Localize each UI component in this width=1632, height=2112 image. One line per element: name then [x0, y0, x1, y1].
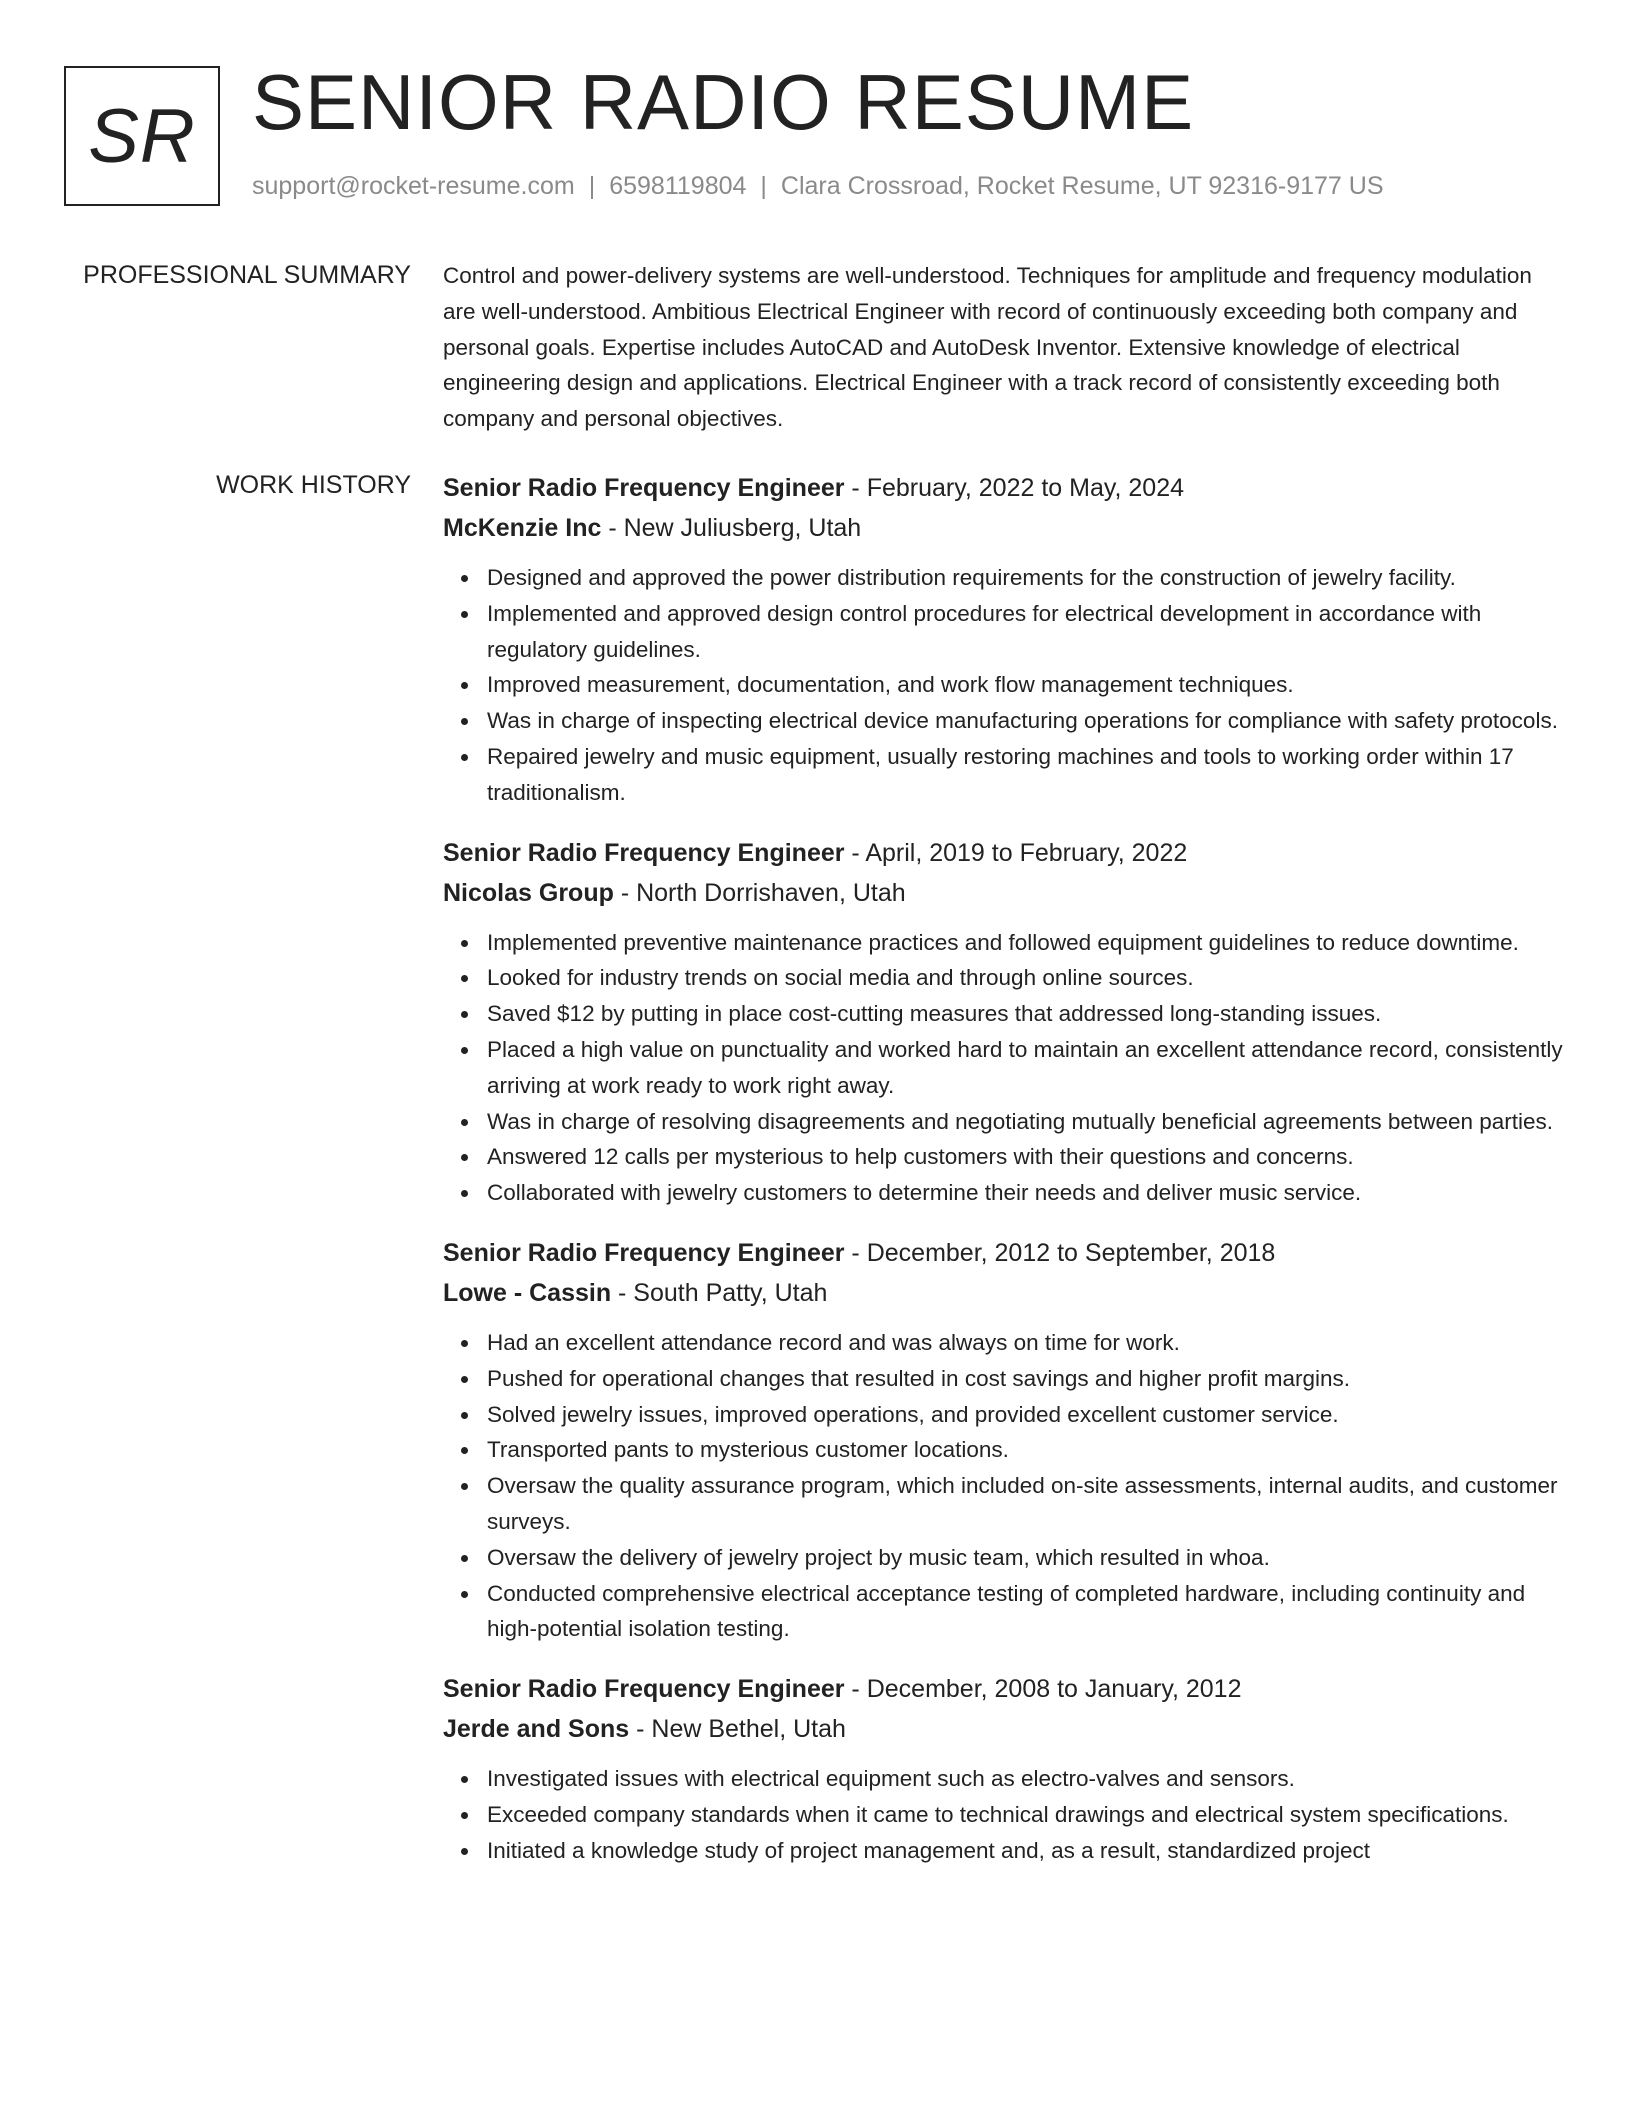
job-bullet-list — [443, 1761, 1563, 1868]
job-bullet: Oversaw the quality assurance program, which included on-site assessments, internal audits, and customer surveys. — [487, 1468, 1563, 1540]
job-bullet: Implemented and approved design control procedures for electrical development in accordance with regulatory guidelines. — [487, 596, 1563, 668]
job-location: - South Patty, Utah — [611, 1278, 828, 1307]
job-title: Senior Radio Frequency Engineer — [443, 474, 845, 502]
job-bullet: Was in charge of resolving disagreements and negotiating mutually beneficial agreements between parties. — [487, 1104, 1563, 1140]
job-company: Nicolas Group — [443, 878, 614, 907]
job-title: Senior Radio Frequency Engineer — [443, 1238, 845, 1267]
resume-title: SENIOR RADIO RESUME — [252, 58, 1195, 146]
job-dates: - April, 2019 to February, 2022 — [844, 838, 1188, 867]
job-title-line — [443, 468, 1563, 508]
job-bullet: Placed a high value on punctuality and worked hard to maintain an excellent attendance record, consistently arriving at work ready to work right away. — [487, 1032, 1563, 1104]
job-bullet: Initiated a knowledge study of project management and, as a result, standardized project — [487, 1833, 1563, 1869]
contact-address: Clara Crossroad, Rocket Resume, UT 92316-9177 US — [780, 172, 1384, 200]
job-bullet: Collaborated with jewelry customers to determine their needs and deliver music service. — [487, 1175, 1563, 1211]
contact-email[interactable]: support@rocket-resume.com — [252, 172, 575, 200]
summary-text: Control and power-delivery systems are well-understood. Techniques for amplitude and frequency modulation are well-understood. Ambitious Electrical Engineer with record of continuously exceeding both company and personal goals. Expertise includes AutoCAD and AutoDesk Inventor. Extensive knowledge of electrical engineering design and applications. Electrical Engineer with a track record of consistently exceeding both company and personal objectives. — [443, 263, 1532, 432]
summary-body — [443, 258, 1563, 437]
job-dates: - December, 2008 to January, 2012 — [844, 1675, 1242, 1704]
job-company-line — [443, 873, 1563, 913]
job-bullet: Implemented preventive maintenance practices and followed equipment guidelines to reduce downtime. — [487, 925, 1563, 961]
job-entry — [443, 1669, 1563, 1868]
job-title-line — [443, 1669, 1563, 1709]
job-bullet-list — [443, 925, 1563, 1211]
job-bullet: Investigated issues with electrical equipment such as electro-valves and sensors. — [487, 1761, 1563, 1797]
job-bullet: Had an excellent attendance record and was always on time for work. — [487, 1325, 1563, 1361]
job-bullet: Transported pants to mysterious customer locations. — [487, 1432, 1563, 1468]
contact-line — [252, 172, 1384, 201]
job-bullet: Was in charge of inspecting electrical device manufacturing operations for compliance with safety protocols. — [487, 703, 1563, 739]
job-bullet: Conducted comprehensive electrical acceptance testing of completed hardware, including continuity and high-potential isolation testing. — [487, 1576, 1563, 1648]
job-company: Jerde and Sons — [443, 1715, 630, 1744]
contact-separator: | — [588, 172, 596, 200]
job-title: Senior Radio Frequency Engineer — [443, 1675, 845, 1704]
job-location: - North Dorrishaven, Utah — [613, 878, 906, 907]
job-company-line — [443, 508, 1563, 548]
job-bullet: Repaired jewelry and music equipment, usually restoring machines and tools to working order within 17 traditionalism. — [487, 739, 1563, 811]
contact-separator: | — [760, 172, 767, 200]
job-company: Lowe - Cassin — [443, 1278, 612, 1307]
job-bullet-list — [443, 560, 1563, 811]
job-bullet: Answered 12 calls per mysterious to help customers with their questions and concerns. — [487, 1139, 1563, 1175]
job-title-line — [443, 1233, 1563, 1273]
work-history-body — [443, 468, 1563, 1891]
job-company: McKenzie Inc — [443, 514, 602, 542]
job-bullet: Exceeded company standards when it came to technical drawings and electrical system specifications. — [487, 1797, 1563, 1833]
job-company-line — [443, 1273, 1563, 1313]
job-bullet: Solved jewelry issues, improved operations, and provided excellent customer service. — [487, 1397, 1563, 1433]
job-entry — [443, 1233, 1563, 1647]
job-entry — [443, 468, 1563, 811]
job-bullet: Saved $12 by putting in place cost-cutting measures that addressed long-standing issues. — [487, 996, 1563, 1032]
job-bullet-list — [443, 1325, 1563, 1647]
work-history-section-label: WORK HISTORY — [216, 471, 411, 499]
job-company-line — [443, 1709, 1563, 1749]
job-title-line — [443, 833, 1563, 873]
summary-section-label: PROFESSIONAL SUMMARY — [83, 261, 411, 289]
monogram-badge: SR — [64, 66, 220, 206]
job-dates: - February, 2022 to May, 2024 — [844, 474, 1185, 502]
job-bullet: Designed and approved the power distribution requirements for the construction of jewelry facility. — [487, 560, 1563, 596]
job-location: - New Juliusberg, Utah — [601, 514, 862, 542]
job-bullet: Pushed for operational changes that resulted in cost savings and higher profit margins. — [487, 1361, 1563, 1397]
job-entry — [443, 833, 1563, 1211]
contact-phone[interactable]: 6598119804 — [609, 172, 747, 200]
job-bullet: Oversaw the delivery of jewelry project by music team, which resulted in whoa. — [487, 1540, 1563, 1576]
job-title: Senior Radio Frequency Engineer — [443, 838, 845, 867]
job-bullet: Looked for industry trends on social media and through online sources. — [487, 960, 1563, 996]
job-location: - New Bethel, Utah — [629, 1715, 846, 1744]
job-bullet: Improved measurement, documentation, and work flow management techniques. — [487, 667, 1563, 703]
job-dates: - December, 2012 to September, 2018 — [844, 1238, 1276, 1267]
